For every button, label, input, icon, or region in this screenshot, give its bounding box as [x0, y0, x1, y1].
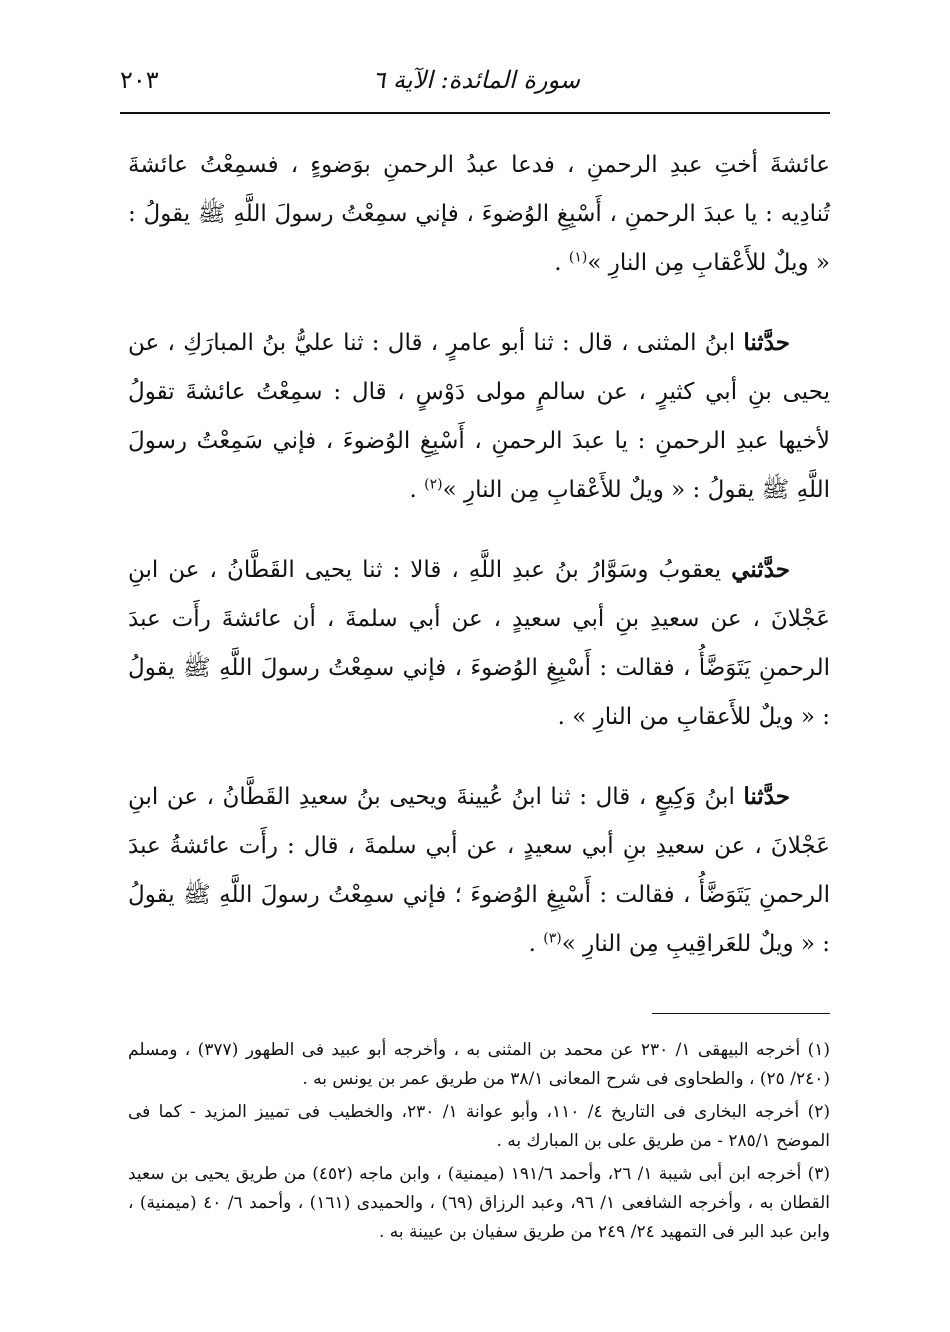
paragraph: [128, 545, 830, 742]
paragraph: [128, 318, 830, 515]
footnote-reference: (١): [568, 249, 588, 266]
paragraph-end: .: [554, 250, 569, 276]
paragraph-end: .: [528, 931, 544, 957]
paragraph-lead: حدَّثنا: [743, 329, 790, 356]
footnote-reference: (٣): [543, 930, 562, 947]
paragraph-end: .: [409, 477, 425, 503]
main-text: [128, 140, 830, 999]
footnote: (٢) أخرجه البخارى فى التاريخ ٤/ ١١٠، وأبو عوانة ١/ ٢٣٠، والخطيب فى تمييز المزيد - كما فى الموضح ٢٨٥/١ - من طريق على بن المبارك به .: [128, 1102, 831, 1151]
paragraph-lead: حدَّثني: [731, 556, 790, 583]
footnote: (١) أخرجه البيهقى ١/ ٢٣٠ عن محمد بن المثنى به ، وأخرجه أبو عبيد فى الطهور (٣٧٧) ، ومسلم (٢٤٠/ ٢٥) ، والطحاوى فى شرح المعانى ٣٨/١ من طريق عمر بن يونس به .: [128, 1040, 830, 1089]
footnote-reference: (٢): [424, 476, 443, 493]
paragraph: [128, 140, 830, 288]
paragraph-lead: حدَّثنا: [743, 783, 790, 810]
footnote: (٣) أخرجه ابن أبى شيبة ١/ ٢٦، وأحمد ١٩١/٦ (ميمنية) ، وابن ماجه (٤٥٢) من طريق يحيى بن سعيد القطان به ، وأخرجه الشافعى ١/ ٩٦، وعبد الرزاق (٦٩) ، والحميدى (١٦١) ، وأحمد ٦/ ٤٠ (ميمنية) ، وابن عبد البر فى التمهيد ٢٤/ ٢٤٩ من طريق سفيان بن عيينة به .: [128, 1164, 830, 1242]
paragraph-text: ابنُ المثنى ، قال : ثنا أبو عامرٍ ، قال : ثنا عليُّ بنُ المبارَكِ ، عن يحيى بنِ أبي كثيرٍ ، عن سالمٍ مولى دَوْسٍ ، قال : سمِعْتُ عائشةَ تقولُ لأخيها عبدِ الرحمنِ : يا عبدَ الرحمنِ ، أَسْبِغِ الوُضوءَ ، فإني سَمِعْتُ رسولَ اللَّهِ ﷺ يقولُ : « ويلٌ للأَعْقابِ مِن النارِ »: [128, 330, 830, 503]
page-number: ٢٠٣: [120, 66, 159, 94]
paragraph: [128, 772, 830, 969]
paragraph-text: عائشةَ أختِ عبدِ الرحمنِ ، فدعا عبدُ الرحمنِ بوَضوءٍ ، فسمِعْتُ عائشةَ تُنادِيه : يا عبدَ الرحمنِ ، أَسْبِغِ الوُضوءَ ، فإني سمِعْتُ رسولَ اللَّهِ ﷺ يقولُ : « ويلٌ للأَعْقابِ مِن النارِ »: [128, 152, 830, 276]
running-title: سورة المائدة: الآية ٦: [372, 66, 580, 94]
paragraph-text: ابنُ وَكِيعٍ ، قال : ثنا ابنُ عُيينةَ ويحيى بنُ سعيدِ القَطَّانُ ، عن ابنِ عَجْلانَ ، عن سعيدِ بنِ أبي سعيدٍ ، عن أبي سلمةَ ، قال : رأَت عائشةُ عبدَ الرحمنِ يَتَوَضَّأُ ، فقالت : أَسْبِغِ الوُضوءَ ؛ فإني سمِعْتُ رسولَ اللَّهِ ﷺ يقولُ : « ويلٌ للعَراقِيبِ مِن النارِ »: [128, 784, 830, 957]
header-rule: [120, 112, 830, 114]
footnotes: [128, 1036, 830, 1251]
paragraph-text: يعقوبُ وسَوَّارُ بنُ عبدِ اللَّهِ ، قالا : ثنا يحيى القَطَّانُ ، عن ابنِ عَجْلانَ ، عن سعيدِ بنِ أبي سعيدٍ ، عن أبي سلمةَ ، أن عائشةَ رأَت عبدَ الرحمنِ يَتَوَضَّأُ ، فقالت : أَسْبِغِ الوُضوءَ ، فإني سمِعْتُ رسولَ اللَّهِ ﷺ يقولُ : « ويلٌ للأَعقابِ من النارِ » .: [128, 557, 830, 730]
page-header: [120, 62, 830, 106]
footnote-rule: [652, 1013, 830, 1014]
